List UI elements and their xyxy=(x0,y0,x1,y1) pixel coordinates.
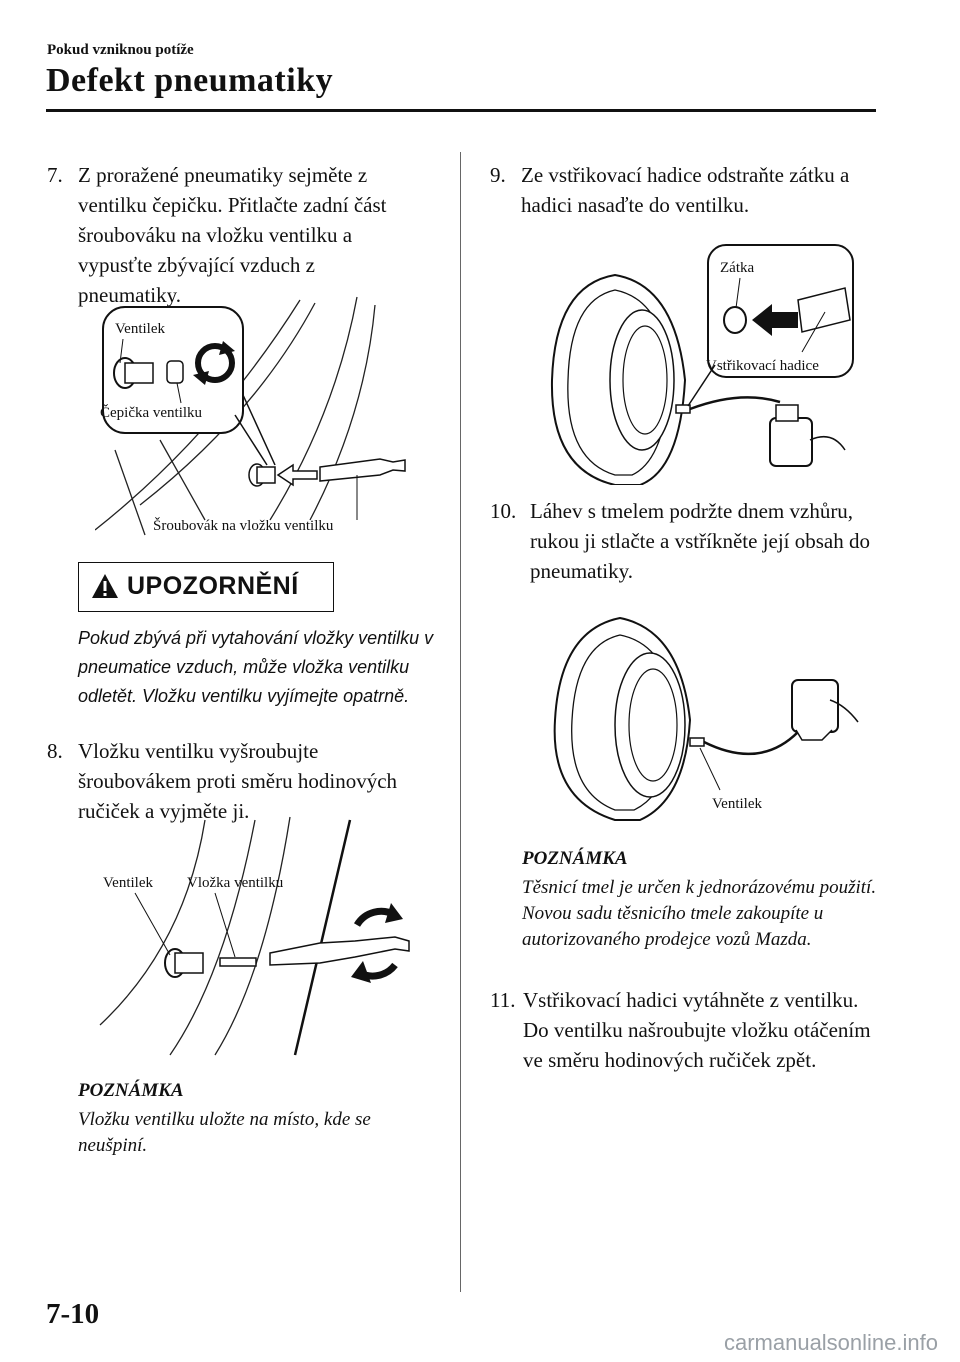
warning-label: UPOZORNĚNÍ xyxy=(127,572,299,600)
step-number: 7. xyxy=(47,163,63,187)
watermark: carmanualsonline.info xyxy=(723,1330,938,1355)
step-text: Vložku ventilku vyšroubujte šroubovákem proti směru hodinových ručiček a vyjměte ji. xyxy=(78,739,398,823)
fig1-label-screwdriver: Šroubovák na vložku ventilku xyxy=(153,518,334,534)
note-heading: POZNÁMKA xyxy=(78,1080,184,1101)
fig1-label-cap: Čepička ventilku xyxy=(100,405,203,421)
fig1-label-ventil: Ventilek xyxy=(115,321,165,337)
step-text: Ze vstřikovací hadice odstraňte zátku a hadici nasaďte do ventilku. xyxy=(521,163,850,217)
warning-text: Pokud zbývá při vytahování vložky ventilku v pneumatice vzduch, může vložka ventilku odletět. Vložku ventilku vyjímejte opatrně. xyxy=(78,628,434,706)
page-number: 7-10 xyxy=(46,1298,100,1330)
note-heading: POZNÁMKA xyxy=(522,848,628,869)
fig2-label-ventil: Ventilek xyxy=(103,875,153,891)
title-divider xyxy=(46,109,876,112)
step-text: Láhev s tmelem podržte dnem vzhůru, rukou ji stlačte a vstříkněte její obsah do pneumatiky. xyxy=(530,499,870,583)
step-text: Z proražené pneumatiky sejměte z ventilku čepičku. Přitlačte zadní část šroubováku na vložku ventilku a vypusťte zbývající vzduch z pneumatiky. xyxy=(78,163,387,307)
fig2-label-core: Vložka ventilku xyxy=(187,875,284,891)
figure-valve-core xyxy=(95,815,425,1060)
fig3-label-plug: Zátka xyxy=(720,260,755,276)
figure-inject-sealant xyxy=(540,610,860,825)
step-number: 9. xyxy=(490,163,506,187)
step-number: 8. xyxy=(47,739,63,763)
figure-valve-cap xyxy=(95,295,415,540)
column-divider xyxy=(460,152,461,1292)
note-text: Vložku ventilku uložte na místo, kde se neušpiní. xyxy=(78,1109,371,1156)
warning-box xyxy=(78,562,334,612)
step-number: 10. xyxy=(490,499,517,523)
figure-hose-to-valve xyxy=(540,240,860,485)
note-text: Těsnicí tmel je určen k jednorázovému použití. Novou sadu těsnicího tmele zakoupíte u autorizovaného prodejce vozů Mazda. xyxy=(522,877,877,950)
page-title: Defekt pneumatiky xyxy=(46,62,334,99)
step-text: Vstřikovací hadici vytáhněte z ventilku. Do ventilku našroubujte vložku otáčením ve směru hodinových ručiček zpět. xyxy=(523,988,871,1072)
fig4-label-ventil: Ventilek xyxy=(712,796,762,812)
section-label: Pokud vzniknou potíže xyxy=(47,42,194,58)
fig3-label-hose: Vstřikovací hadice xyxy=(706,358,819,374)
warning-triangle-icon xyxy=(91,573,119,599)
step-number: 11. xyxy=(490,988,516,1012)
